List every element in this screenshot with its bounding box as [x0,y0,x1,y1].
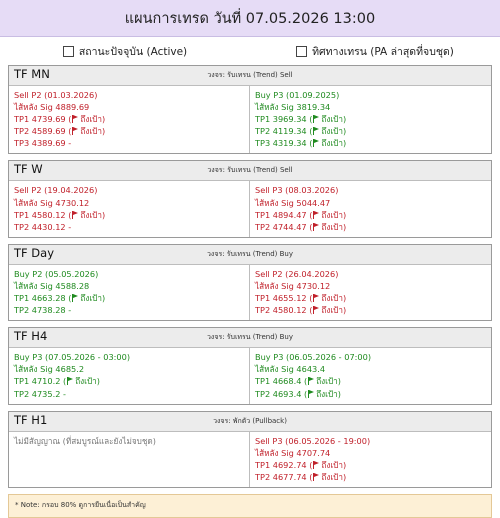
signal-columns [9,348,491,403]
signal-column-left [9,348,250,403]
signal-column-right [250,432,491,487]
panel-tf-h1 [8,411,492,488]
flag-icon [313,223,319,231]
signal-line [255,388,486,400]
signal-line [14,137,244,149]
trend-direction-option[interactable] [250,43,500,60]
signal-text: TP3 4389.69 - [14,138,72,149]
signal-line [14,101,244,113]
signal-line [255,375,486,387]
cycle-label: วงจร: รับเทรน (Trend) Sell [207,166,293,175]
signal-text: TP2 4744.47 ( [255,221,313,232]
signal-text: TP1 4655.12 ( [255,293,313,304]
note-text: * Note: กรอบ 80% ดูการยืนเนื่อเป็นสำคัญ [15,501,146,510]
flag-icon [313,461,319,469]
target-status: ถึงเป้า) [321,126,347,137]
timeframe-bar [9,245,491,265]
signal-text: Sell P2 (26.04.2026) [255,268,339,279]
signal-line [255,304,486,316]
cycle-label: วงจร: รับเทรน (Trend) Sell [207,71,293,79]
target-status: ถึงเป้า) [321,305,347,316]
signal-line [14,184,244,196]
signal-text: TP2 4738.28 - [14,305,72,316]
signal-text: ไส้หลัง Sig 4730.12 [255,280,331,291]
flag-icon [308,390,314,398]
flag-icon [313,127,319,135]
target-status: ถึงเป้า) [321,459,347,470]
signal-line [255,101,486,113]
signal-text: TP1 4894.47 ( [255,209,313,220]
status-row [0,37,500,65]
note-box [8,494,492,518]
flag-icon [72,127,78,135]
signal-line [255,113,486,125]
signal-line [255,209,486,221]
cycle-label: วงจร: พักตัว (Pullback) [213,416,287,425]
signal-line [255,447,486,459]
signal-line [255,292,486,304]
signal-line [255,363,486,375]
signal-text: TP2 4677.74 ( [255,471,313,482]
signal-column-left [9,86,250,153]
signal-text: Sell P3 (06.05.2026 - 19:00) [255,435,371,446]
signal-column-right [250,181,491,236]
signal-line [14,388,244,400]
signal-line [14,351,244,363]
signal-line [14,221,244,233]
signal-column-right [250,348,491,403]
signal-line [14,125,244,137]
signal-line [255,280,486,292]
signal-text: TP1 3969.34 ( [255,114,313,125]
target-status: ถึงเป้า) [321,471,347,482]
target-status: ถึงเป้า) [316,376,341,387]
timeframe-bar [9,412,491,432]
panel-tf-day [8,244,492,321]
signal-text: TP2 4430.12 - [14,221,72,232]
trend-direction-label: ทิศทางเทรน (PA ล่าสุดที่จบชุด) [312,45,454,58]
cycle-label: วงจร: รับเทรน (Trend) Buy [207,333,293,342]
timeframe-label: TF MN [14,67,50,81]
page-title: แผนการเทรด วันที่ 07.05.2026 13:00 [124,10,376,27]
flag-icon [313,115,319,123]
signal-line [14,304,244,316]
active-checkbox[interactable] [63,46,74,57]
signal-text: TP1 4739.69 ( [14,114,72,125]
signal-line [255,351,486,363]
signal-line [14,268,244,280]
flag-icon [72,115,78,123]
signal-text: ไส้หลัง Sig 4730.12 [14,197,90,208]
signal-text: ไส้หลัง Sig 4707.74 [255,447,331,458]
signal-text: TP2 4119.34 ( [255,126,313,137]
signal-columns [9,181,491,236]
active-status-option[interactable] [0,43,250,60]
signal-line [14,209,244,221]
target-status: ถึงเป้า) [316,388,341,399]
flag-icon [313,211,319,219]
signal-text: ไม่มีสัญญาณ (ที่สมบูรณ์และยังไม่จบชุด) [14,435,156,446]
signal-text: ไส้หลัง Sig 4685.2 [14,364,85,375]
timeframe-label: TF H1 [14,412,48,427]
flag-icon [313,139,319,147]
signal-text: ไส้หลัง Sig 5044.47 [255,197,331,208]
signal-line [14,375,244,387]
signal-text: Buy P3 (01.09.2025) [255,90,340,100]
signal-text: TP1 4668.4 ( [255,376,308,387]
target-status: ถึงเป้า) [80,209,106,220]
flag-icon [72,294,78,302]
signal-text: TP2 4735.2 - [14,388,66,399]
signal-line [255,459,486,471]
signal-text: Buy P2 (05.05.2026) [14,268,99,279]
panel-tf-w [8,160,492,237]
signal-column-right [250,265,491,320]
timeframe-label: TF H4 [14,329,48,344]
signal-text: TP1 4692.74 ( [255,459,313,470]
flag-icon [313,306,319,314]
target-status: ถึงเป้า) [75,376,100,387]
signal-column-left [9,265,250,320]
signal-text: Buy P3 (06.05.2026 - 07:00) [255,352,372,363]
signal-text: TP1 4663.28 ( [14,293,72,304]
target-status: ถึงเป้า) [321,209,347,220]
target-status: ถึงเป้า) [80,114,106,125]
signal-line [14,197,244,209]
cycle-label: วงจร: รับเทรน (Trend) Buy [207,249,293,258]
signal-line [14,89,244,101]
signal-text: TP1 4580.12 ( [14,209,72,220]
timeframe-bar [9,328,491,348]
signal-line [255,471,486,483]
target-status: ถึงเป้า) [80,293,106,304]
target-status: ถึงเป้า) [80,126,106,137]
signal-line [255,89,486,101]
signal-line [14,435,244,447]
signal-line [255,137,486,149]
flag-icon [313,473,319,481]
signal-text: ไส้หลัง Sig 4588.28 [14,280,90,291]
trend-direction-checkbox[interactable] [296,46,307,57]
signal-text: ไส้หลัง Sig 4643.4 [255,364,326,375]
signal-column-left [9,432,250,487]
flag-icon [313,294,319,302]
signal-text: ไส้หลัง Sig 4889.69 [14,102,90,113]
flag-icon [308,377,314,385]
timeframe-panels [0,65,500,488]
signal-line [255,184,486,196]
signal-columns [9,265,491,320]
signal-columns [9,86,491,153]
signal-column-left [9,181,250,236]
target-status: ถึงเป้า) [321,293,347,304]
panel-tf-mn [8,65,492,154]
signal-column-right [250,86,491,153]
signal-line [255,197,486,209]
signal-line [255,435,486,447]
flag-icon [67,377,73,385]
signal-text: TP2 4693.4 ( [255,388,308,399]
signal-text: Buy P3 (07.05.2026 - 03:00) [14,352,131,363]
signal-line [255,125,486,137]
signal-text: TP2 4589.69 ( [14,126,72,137]
panel-tf-h4 [8,327,492,404]
signal-line [255,268,486,280]
signal-line [14,113,244,125]
target-status: ถึงเป้า) [321,114,347,125]
active-status-label: สถานะปัจจุบัน (Active) [78,45,188,58]
signal-line [14,280,244,292]
signal-text: ไส้หลัง Sig 3819.34 [255,102,331,113]
timeframe-label: TF Day [14,245,55,260]
signal-columns [9,432,491,487]
target-status: ถึงเป้า) [321,138,347,149]
flag-icon [72,211,78,219]
signal-line [14,363,244,375]
signal-line [255,221,486,233]
timeframe-bar [9,161,491,181]
timeframe-bar [9,66,491,86]
signal-text: TP2 4580.12 ( [255,305,313,316]
signal-line [14,292,244,304]
signal-text: Sell P3 (08.03.2026) [255,185,339,196]
signal-text: Sell P2 (19.04.2026) [14,185,98,196]
target-status: ถึงเป้า) [321,221,347,232]
signal-text: TP1 4710.2 ( [14,376,67,387]
page-header [0,0,500,37]
timeframe-label: TF W [14,162,43,177]
signal-text: Sell P2 (01.03.2026) [14,90,98,100]
signal-text: TP3 4319.34 ( [255,138,313,149]
